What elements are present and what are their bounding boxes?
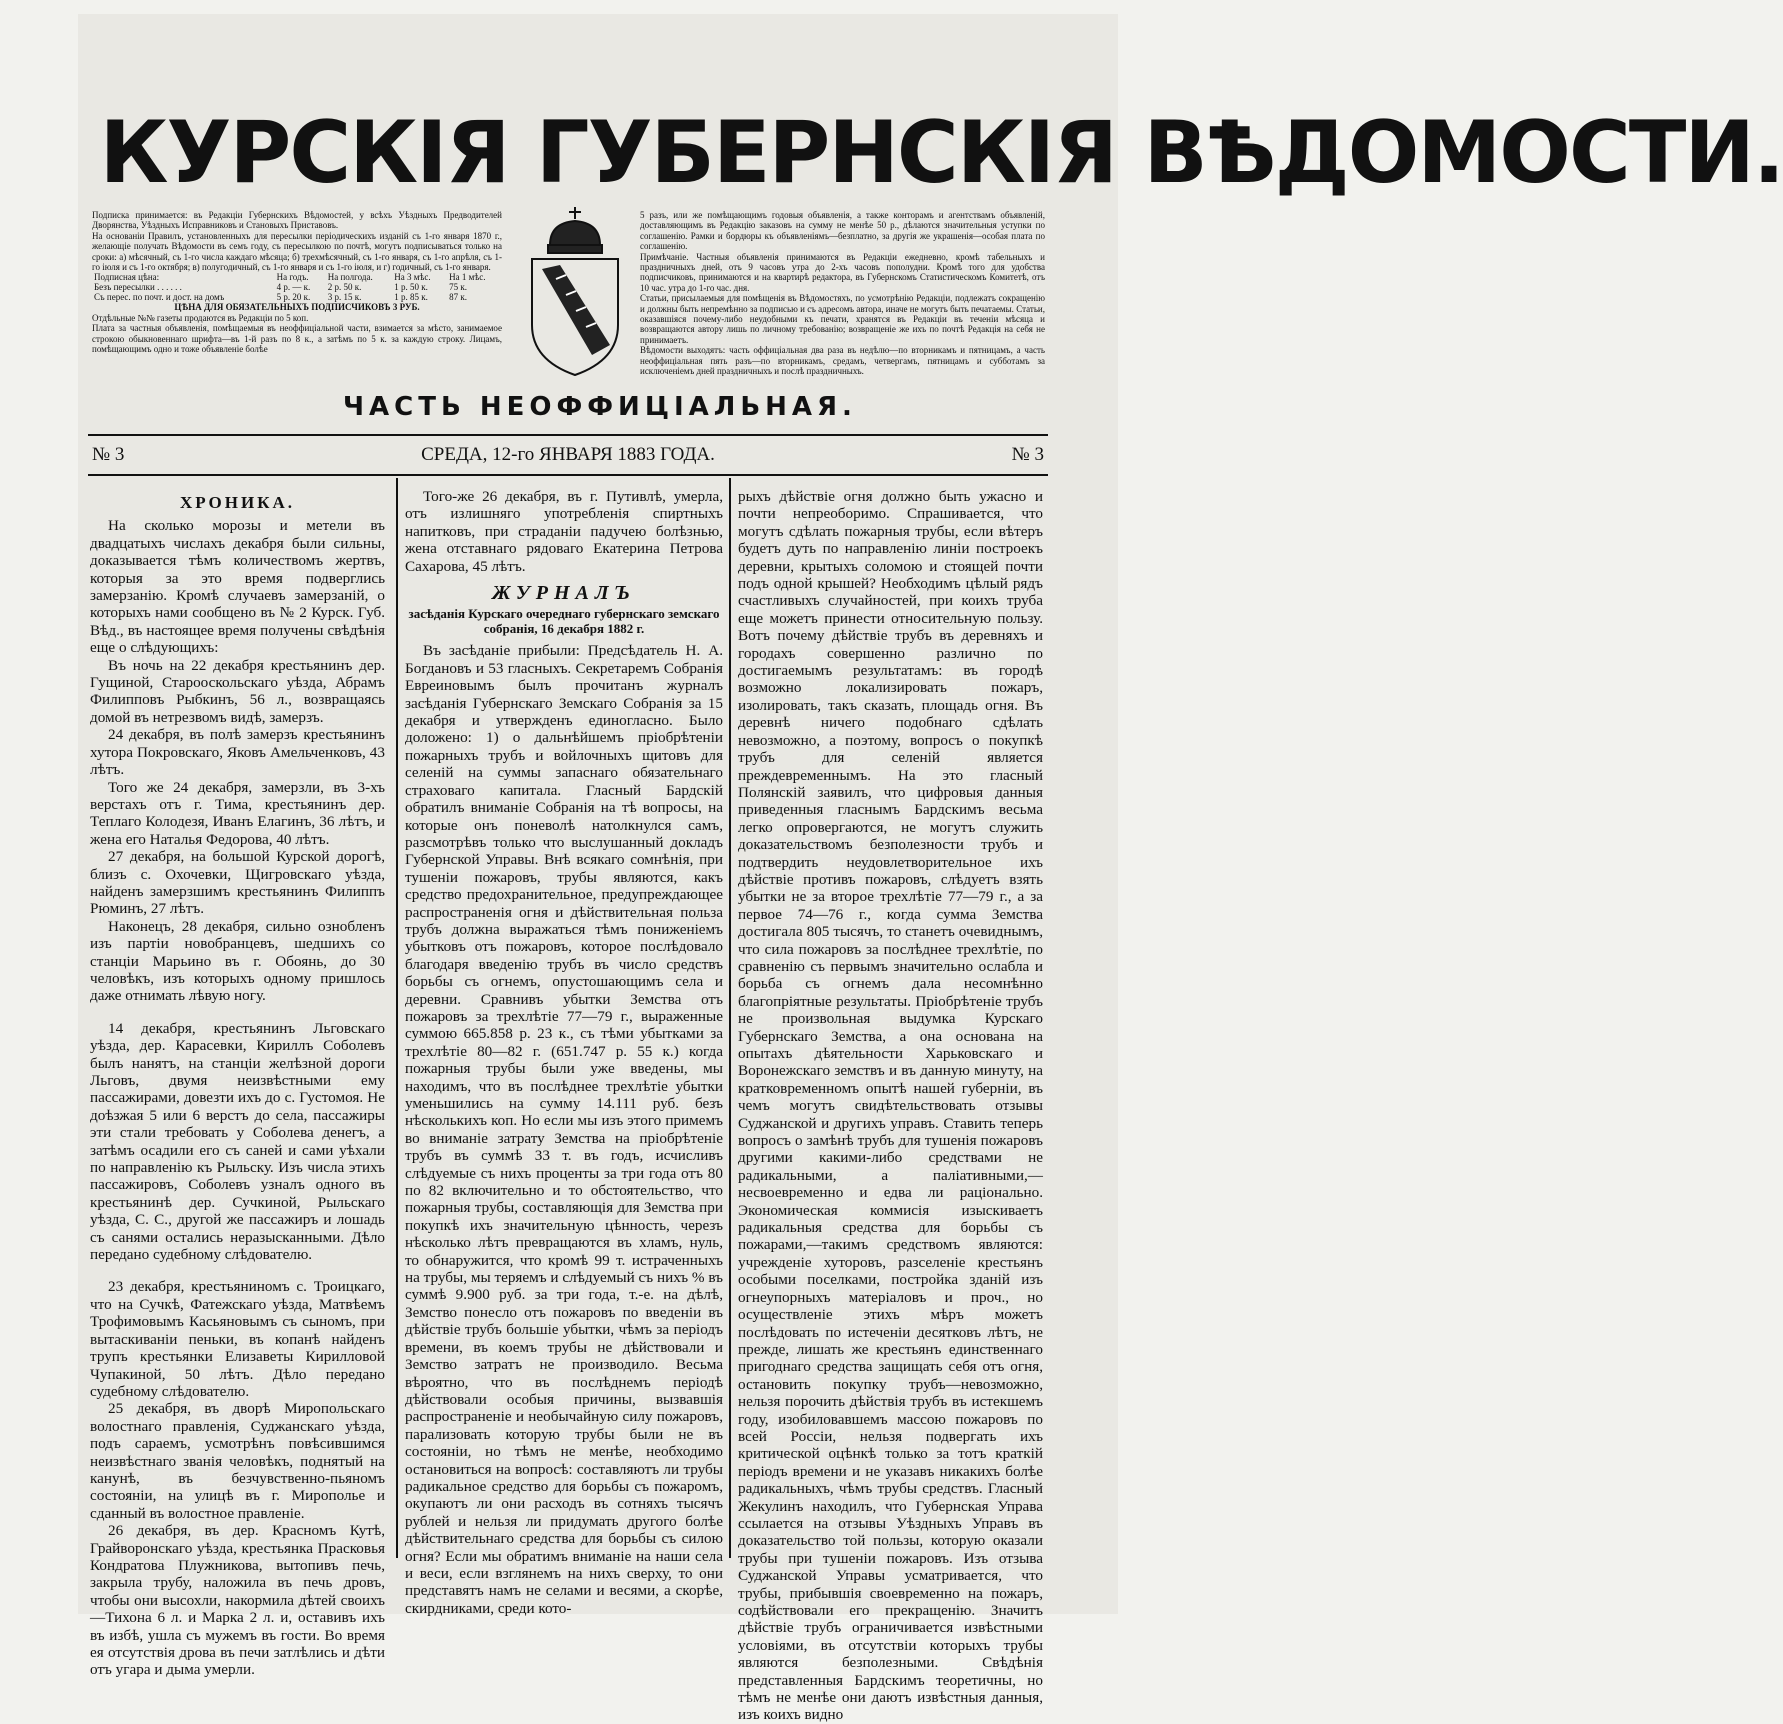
paragraph: Того-же 26 декабря, въ г. Путивлѣ, умерла, отъ излишняго употребленія спиртныхъ напитковъ, при страданіи падучею болѣзнью, жена отставнаго рядоваго Екатерина Петрова Сахарова, 45 лѣтъ. [405,488,723,575]
price-col-header: На 3 мѣс. [394,272,431,283]
issue-line [88,444,1048,474]
postal-rules-text: На основаніи Правилъ, установленныхъ для пересылки періодическихъ изданій съ 1-го января 1870 г., желающіе получать Вѣдомости въ семъ году, съ пересылкою по почтѣ, могутъ подписываться только на сроки: а) мѣсячный, съ 1-го числа каждаго мѣсяца; б) трехмѣсячный, съ 1-го января, съ 1-го апрѣля, съ 1-го іюля и съ 1-го октября; в) полугодичный, съ 1-го января и съ 1-го іюля, и г) годичный, съ 1-го января. [92,230,502,273]
price-cell: 1 р. 50 к. [394,282,428,293]
column-divider [396,478,398,1558]
paragraph: Въ ночь на 22 декабря крестьянинъ дер. Гущиной, Старооскольскаго уѣзда, Абрамъ Филипповъ Рыбкинъ, 56 л., возвращаясь домой въ нетрезвомъ видѣ, замерзъ. [90,656,385,726]
divider [88,434,1048,436]
price-cell: 87 к. [449,292,467,303]
issue-date: СРЕДА, 12-го ЯНВАРЯ 1883 ГОДА. [421,444,715,465]
publication-schedule-text: Вѣдомости выходятъ: часть оффиціальная два раза въ недѣлю—по вторникамъ и пятницамъ, а часть неоффиціальная пять разъ—по вторникамъ, средамъ, четвергамъ, пятницамъ и субботамъ за исключеніемъ дней праздничныхъ и послѣ праздничныхъ. [640,345,1045,377]
divider [88,474,1048,476]
continuation-column [738,488,1043,1724]
paragraph: 14 декабря, крестьянинъ Льговскаго уѣзда, дер. Карасевки, Кириллъ Соболевъ былъ нанятъ, на станціи желѣзной дороги Льговъ, двумя неизвѣстными ему пассажирами, довезти ихъ до с. Густомоя. Не доѣзжая 5 или 6 верстъ до села, пассажиры эти стали требовать у Соболева денегъ, а затѣмъ осадили его съ саней и сами уѣхали по направленію къ Рыльску. Изъ числа этихъ пассажировъ, Соболевъ узналъ одного въ крестьянинѣ дер. Сучкиной, Рыльскаго уѣзда, С. С., другой же пассажиръ и лошадь съ санями остались неразысканными. Дѣло передано судебному слѣдователю. [90,1019,385,1264]
section-title: ЧАСТЬ НЕОФФИЦІАЛЬНАЯ. [343,392,857,422]
price-row-label: Съ перес. по почт. и дост. на домъ [94,292,225,303]
single-issue-price: Отдѣльные №№ газеты продаются въ Редакціи по 5 коп. [92,312,309,323]
price-cell: 2 р. 50 к. [327,282,362,293]
price-row-label: Безъ пересылки . . . . . . [94,282,182,293]
issue-number: № 3 [92,444,125,465]
price-cell: 4 р. — к. [276,282,311,293]
advert-info [640,210,1045,377]
paragraph: 23 декабря, крестьяниномъ с. Троицкаго, что на Сучкѣ, Фатежскаго уѣзда, Матвѣемъ Трофимовымъ Касьяновымъ съ сыномъ, при вытаскиваніи пеньки, въ копанѣ найденъ трупъ крестьянки Елизаветы Кирилловой Чупакиной, 50 лѣтъ. Дѣло передано судебному слѣдователю. [90,1278,385,1400]
advert-discount-text: 5 разъ, или же помѣщающимъ годовыя объявленія, а также конторамъ и агентствамъ объявленій, доставляющимъ въ Редакцію заказовъ на сумму не менѣе 50 р., дѣлаются значительныя уступки по соглашенію. Рамки и бордюры къ объявленіямъ—безплатно, за другія же украшенія—особая плата по соглашенію. [640,210,1045,252]
price-cell: 1 р. 85 к. [394,292,428,303]
paragraph: 27 декабря, на большой Курской дорогѣ, близъ с. Охочевки, Щигровскаго уѣзда, найденъ замерзшимъ крестьянинъ Филиппъ Рюминъ, 27 лѣтъ. [90,848,385,918]
chronicle-heading: ХРОНИКА. [179,493,296,512]
price-heading: Подписная цѣна: [94,272,160,283]
newspaper-title: КУРСКІЯ ГУБЕРНСКІЯ ВѢДОМОСТИ. [99,103,1783,203]
column-divider [729,478,731,1558]
price-cell: 75 к. [449,282,467,293]
paragraph: На сколько морозы и метели въ двадцатыхъ числахъ декабря были сильны, доказывается тѣмъ количествомъ жертвъ, которыя за это время подверглись замерзанію. Кромѣ случаевъ замерзаній, о которыхъ нами сообщено въ № 2 Курск. Губ. Вѣд., въ настоящее время получены свѣдѣнія еще о слѣдующихъ: [90,517,385,657]
paragraph: 25 декабря, въ дворѣ Миропольскаго волостнаго правленія, Суджанскаго уѣзда, подъ сараемъ, усмотрѣнъ повѣсившимся неизвѣстнаго званія человѣкъ, поднятый на канунѣ, въ безчувственно-пьяномъ состояніи, на улицѣ въ г. Мирополье и сданный въ волостное правленіе. [90,1400,385,1522]
price-col-header: На годъ. [276,272,309,283]
coat-of-arms-icon [520,205,630,380]
price-cell: 5 р. 20 к. [276,292,311,303]
issue-number: № 3 [1011,444,1044,465]
paragraph: рыхъ дѣйствіе огня должно быть ужасно и почти непреоборимо. Спрашивается, что могутъ сдѣлать пожарныя трубы, если вѣтеръ будетъ дуть по направленію линіи построекъ деревни, крытыхъ соломою и стоящей почти подъ одной крышей? Необходимъ цѣлый рядъ счастливыхъ случайностей, при коихъ труба еще можетъ принести относительную пользу. Вотъ почему дѣйствіе трубъ въ деревняхъ и городахъ совершенно различно по достигаемымъ результатамъ: въ городѣ возможно локализировать пожаръ, изолировать, такъ сказать, площадь огня. Въ деревнѣ ничего подобнаго сдѣлать невозможно, а поэтому, вопросъ о покупкѣ трубъ для селеній является преждевременнымъ. На это гласный Полянскій заявилъ, что цифровыя данныя приведенныя гласнымъ Бардскимъ весьма легко опровергаются, не могутъ служить доказательствомъ безполезности трубъ и подтвердить неудовлетворительное ихъ дѣйствіе противъ пожаровъ, слѣдуетъ взять убытки не за второе трехлѣтіе 77—79 г., а за первое 74—76 г., когда сумма Земства достигала 805 тысячъ, то станетъ очевиднымъ, что сила пожаровъ за послѣднее трехлѣтіе, по сравненію съ первымъ значительно ослабла и борьба съ огнемъ дала несомнѣнно благопріятные результаты. Пріобрѣтеніе трубъ не произвольная выдумка Курскаго Губернскаго Земства, а она основана на опытахъ дѣятельности Харьковскаго и Воронежскаго земствъ и въ данную минуту, на кратковременномъ опытѣ нашей губерніи, въ чемъ могутъ свидѣтельствовать отзывы Суджанской и другихъ управъ. Ставить теперь вопросъ о замѣнѣ трубъ для тушенія пожаровъ другими какими-либо средствами не радикальными, а паліативными,—несвоевременно и едва ли раціонально. Экономическая коммисія изыскиваетъ радикальныя средства для борьбы съ пожарами,—такимъ средствомъ являются: учрежденіе хуторовъ, разселеніе крестьянъ особыми поселками, постройка зданій изъ огнеупорныхъ матеріаловъ и проч., но осуществленіе этихъ мѣръ можетъ послѣдовать по истеченіи десятковъ лѣтъ, не прежде, лишать же крестьянъ единственнаго пригоднаго средства защищать себя отъ огня, остановить покупку трубъ—невозможно, нельзя порочить дѣйствія трубъ въ истекшемъ году, изобиловавшемъ массою пожаровъ по всей Россіи, нельзя подвергать ихъ критической оцѣнкѣ только за тотъ краткій періодъ времени и не указавъ никакихъ болѣе радикальныхъ, чѣмъ трубы средствъ. Гласный Жекулинъ находилъ, что Губернская Управа ссылается на отзывы Уѣздныхъ Управъ въ доказательство той пользы, которую оказали трубы при тушеніи пожаровъ. Изъ отзыва Суджанской Управы усматривается, что трубы, прибывшія своевременно на пожаръ, содѣйствовали его прекращенію. Значитъ дѣйствіе трубъ ограничивается извѣстными условіями, въ отсутствіи которыхъ трубы являются безполезными. Свѣдѣнія представленныя Бардскимъ теоретичны, но тѣмъ не менѣе они даютъ извѣстныя данныя, изъ коихъ видно [738,488,1043,1724]
obligatory-price: ЦѢНА ДЛЯ ОБЯЗАТЕЛЬНЫХЪ ПОДПИСЧИКОВЪ 3 РУБ. [174,302,420,313]
articles-policy-text: Статьи, присылаемыя для помѣщенія въ Вѣдомостяхъ, по усмотрѣнію Редакціи, подлежатъ сокращенію и должны быть непремѣнно за подписью и съ адресомъ автора, иначе не могутъ быть печатаемы. Статьи, оказавшіяся почему-либо неудобными къ печати, хранятся въ Редакціи въ теченіи мѣсяца и возвращаются автору лишь по личному требованію; возвращеніе же ихъ по почтѣ Редакція на себя не принимаетъ. [640,293,1045,345]
journal-subheading: засѣданія Курскаго очереднаго губернскаго земскаго собранія, 16 декабря 1882 г. [408,606,720,637]
journal-heading: ЖУРНАЛЪ [492,582,636,605]
price-col-header: На полгода. [327,272,373,283]
advert-fee-text: Плата за частныя объявленія, помѣщаемыя въ неоффиціальной части, взимается за мѣсто, занимаемое строкою обыкновеннаго шрифта—въ 1-й разъ по 8 к., а затѣмъ по 5 к. за каждую строку. Лицамъ, помѣщающимъ одно и тоже объявленіе болѣе [92,323,502,355]
subscription-info [92,210,502,354]
price-cell: 3 р. 15 к. [327,292,362,303]
chronicle-column [90,488,385,1679]
paragraph: Наконецъ, 28 декабря, сильно ознобленъ изъ партіи новобранцевъ, шедшихъ со станціи Марьино въ г. Обоянь, до 30 человѣкъ, изъ которыхъ одному пришлось даже отнимать лѣвую ногу. [90,917,385,1005]
price-table [92,272,502,302]
paragraph: 26 декабря, въ дер. Красномъ Кутѣ, Грайворонскаго уѣзда, крестьянка Прасковья Кондратова Плужникова, вытопивъ печь, закрыла трубу, наложила въ печь дровъ, чтобы они высохли, накормила дѣтей своихъ—Тихона 6 л. и Марка 2 л. и, оставивъ ихъ въ избѣ, ушла съ мужемъ въ гости. Во время ея отсутствія дрова въ печи затлѣлись и дѣти отъ угара и дыма умерли. [90,1522,385,1679]
paragraph: 24 декабря, въ полѣ замерзъ крестьянинъ хутора Покровскаго, Яковъ Амельченковъ, 43 лѣтъ. [90,726,385,779]
advert-note-text: Примѣчаніе. Частныя объявленія принимаются въ Редакціи ежедневно, кромѣ табельныхъ и праздничныхъ дней, отъ 9 часовъ утра до 2-хъ часовъ пополудни. Кромѣ того для удобства подписчиковъ, принимаются и на квартирѣ редактора, въ Губернскомъ Статистическомъ Комитетѣ, отъ 10 час. утра до 1-го час. дня. [640,251,1045,293]
price-col-header: На 1 мѣс. [449,272,486,283]
paragraph: Того же 24 декабря, замерзли, въ 3-хъ верстахъ отъ г. Тима, крестьянинъ дер. Теплаго Колодезя, Иванъ Елагинъ, 36 лѣтъ, и жена его Наталья Федорова, 40 лѣтъ. [90,778,385,848]
subscription-text: Подписка принимается: въ Редакціи Губернскихъ Вѣдомостей, у всѣхъ Уѣздныхъ Предводителей Дворянства, Уѣздныхъ Исправниковъ и Становыхъ Приставовъ. [92,210,502,231]
journal-column [405,488,723,1617]
paragraph: Въ засѣданіе прибыли: Предсѣдатель Н. А. Богдановъ и 53 гласныхъ. Секретаремъ Собранія Евреиновымъ былъ прочитанъ журналъ засѣданія Губернскаго Земскаго Собранія за 15 декабря и утвержденъ единогласно. Было доложено: 1) о дальнѣйшемъ пріобрѣтеніи пожарныхъ трубъ и войлочныхъ щитовъ для селеній на суммы запаснаго обязательнаго страховаго капитала. Гласный Бардскій обратилъ вниманіе Собранія на тѣ вопросы, на которые онъ поневолѣ натолкнулся самъ, разсмотрѣвъ только что выслушанный докладъ Губернской Управы. Внѣ всякаго сомнѣнія, при тушеніи пожаровъ, трубы являются, какъ средство предохранительное, предупреждающее распространенія огня и дѣйствительная польза трубъ должна выражаться тѣмъ пониженіемъ убытковъ отъ пожаровъ, которое послѣдовало благодаря введенію трубъ въ число средствъ борьбы съ огнемъ, опустошающимъ села и деревни. Сравнивъ убытки Земства отъ пожаровъ за трехлѣтіе 77—79 г., выраженные суммою 665.858 р. 23 к., съ тѣми убытками за трехлѣтіе 80—82 г. (651.747 р. 55 к.) когда пожарныя трубы были уже введены, мы находимъ, что въ послѣднее трехлѣтіе убытки уменьшились на сумму 14.111 руб. безъ нѣсколькихъ коп. Но если мы изъ этого примемъ во вниманіе затрату Земства на пріобрѣтеніе трубъ въ суммѣ 33 т. въ годъ, исчисливъ слѣдуемые съ нихъ проценты за три года отъ 80 по 82 включительно и то обстоятельство, что пожарныя трубы, составляющія для Земства при покупкѣ ихъ значительную цѣнность, черезъ нѣсколько лѣтъ превращаются въ хламъ, нуль, то обнаружится, что кромѣ 99 т. истраченныхъ на трубы, мы теряемъ и слѣдуемый съ нихъ % въ суммѣ 9.900 руб. за три года, т.-е. на дѣлѣ, Земство понесло отъ пожаровъ по введеніи въ дѣйствіе трубъ большіе убытки, чѣмъ за періодъ времени, въ коемъ трубы не дѣйствовали и Земство затратъ не производило. Весьма вѣроятно, что въ послѣднемъ періодѣ дѣйствовали особыя причины, вызвавшія распространеніе и необычайную силу пожаровъ, парализовать которую трубы были не въ состояніи, но тѣмъ не менѣе, необходимо остановиться на вопросѣ: составляютъ ли трубы радикальное средство для борьбы съ пожаромъ, окупаютъ ли они расходъ въ сотняхъ тысячъ рублей и нельзя ли придумать другого болѣе дѣйствительнаго средства для борьбы съ силою огня? Если мы обратимъ вниманіе на наши села и веси, если взглянемъ на нихъ сверху, то они представятъ намъ не селами и весями, а скорѣе, скирдниками, среди кото- [405,642,723,1617]
